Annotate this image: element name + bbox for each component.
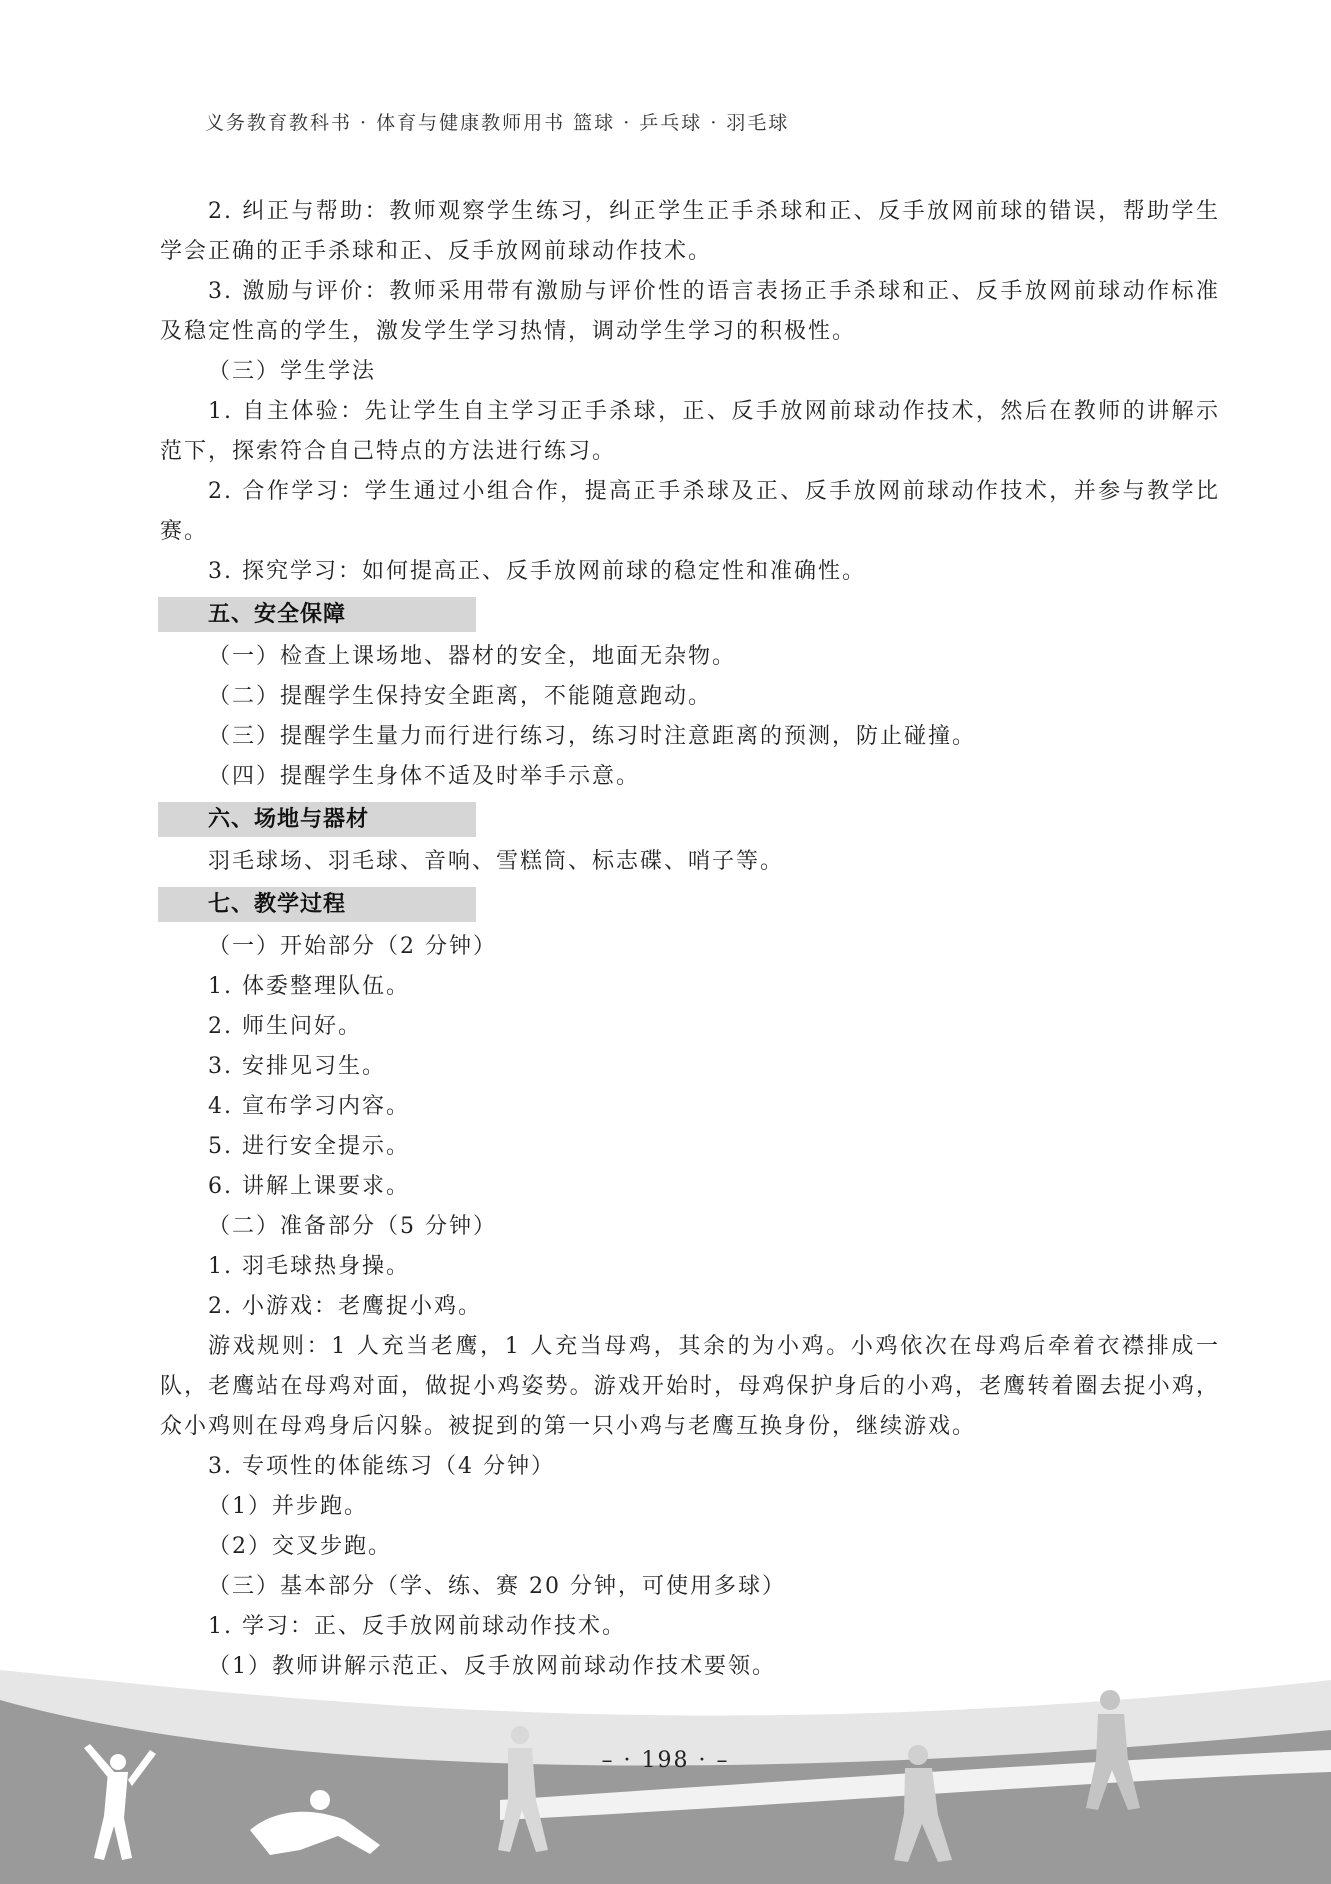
list-item: 1. 体委整理队伍。 [208,974,410,999]
page-number: – · 198 · – [601,1748,730,1773]
list-item: 1. 学习：正、反手放网前球动作技术。 [208,1614,626,1639]
subheading: （三）基本部分（学、练、赛 20 分钟，可使用多球） [208,1574,786,1599]
list-item: （四）提醒学生身体不适及时举手示意。 [208,764,641,789]
page-body [160,192,1220,1687]
paragraph: 2. 合作学习：学生通过小组合作，提高正手杀球及正、反手放网前球动作技术，并参与教学比赛。 [160,479,1220,544]
list-item: （2）交叉步跑。 [208,1534,392,1559]
paragraph: 1. 自主体验：先让学生自主学习正手杀球，正、反手放网前球动作技术，然后在教师的讲解示范下，探索符合自己特点的方法进行练习。 [160,399,1220,464]
list-item: 3. 安排见习生。 [208,1054,386,1079]
section-heading-safety: 五、安全保障 [158,597,476,632]
list-item: （三）提醒学生量力而行进行练习，练习时注意距离的预测，防止碰撞。 [208,724,977,749]
paragraph: 2. 纠正与帮助：教师观察学生练习，纠正学生正手杀球和正、反手放网前球的错误，帮助学生学会正确的正手杀球和正、反手放网前球动作技术。 [160,199,1220,264]
list-item: 6. 讲解上课要求。 [208,1174,410,1199]
section-heading-process: 七、教学过程 [158,887,476,922]
list-item: （一）检查上课场地、器材的安全，地面无杂物。 [208,644,737,669]
list-item: 5. 进行安全提示。 [208,1134,410,1159]
running-head: 义务教育教科书 · 体育与健康教师用书 篮球 · 乒乓球 · 羽毛球 [205,112,790,134]
paragraph: 3. 激励与评价：教师采用带有激励与评价性的语言表扬正手杀球和正、反手放网前球动作标准及稳定性高的学生，激发学生学习热情，调动学生学习的积极性。 [160,279,1220,344]
subheading: （一）开始部分（2 分钟） [208,934,497,959]
list-item: 4. 宣布学习内容。 [208,1094,410,1119]
equipment-list: 羽毛球场、羽毛球、音响、雪糕筒、标志碟、哨子等。 [208,849,785,874]
list-item: 2. 师生问好。 [208,1014,362,1039]
list-item: 1. 羽毛球热身操。 [208,1254,410,1279]
list-item: 2. 小游戏：老鹰捉小鸡。 [208,1294,482,1319]
list-item: 3. 专项性的体能练习（4 分钟） [208,1454,555,1479]
paragraph: 3. 探究学习：如何提高正、反手放网前球的稳定性和准确性。 [208,559,866,584]
subheading: （三）学生学法 [208,359,377,384]
paragraph: 游戏规则：1 人充当老鹰，1 人充当母鸡，其余的为小鸡。小鸡依次在母鸡后牵着衣襟排成一队，老鹰站在母鸡对面，做捉小鸡姿势。游戏开始时，母鸡保护身后的小鸡，老鹰转着圈去捉小鸡，众小鸡则在母鸡身后闪躲。被捉到的第一只小鸡与老鹰互换身份，继续游戏。 [160,1334,1220,1439]
list-item: （1）并步跑。 [208,1494,368,1519]
subheading: （二）准备部分（5 分钟） [208,1214,497,1239]
section-heading-venue: 六、场地与器材 [158,802,476,837]
list-item: （1）教师讲解示范正、反手放网前球动作技术要领。 [208,1654,776,1679]
list-item: （二）提醒学生保持安全距离，不能随意跑动。 [208,684,713,709]
